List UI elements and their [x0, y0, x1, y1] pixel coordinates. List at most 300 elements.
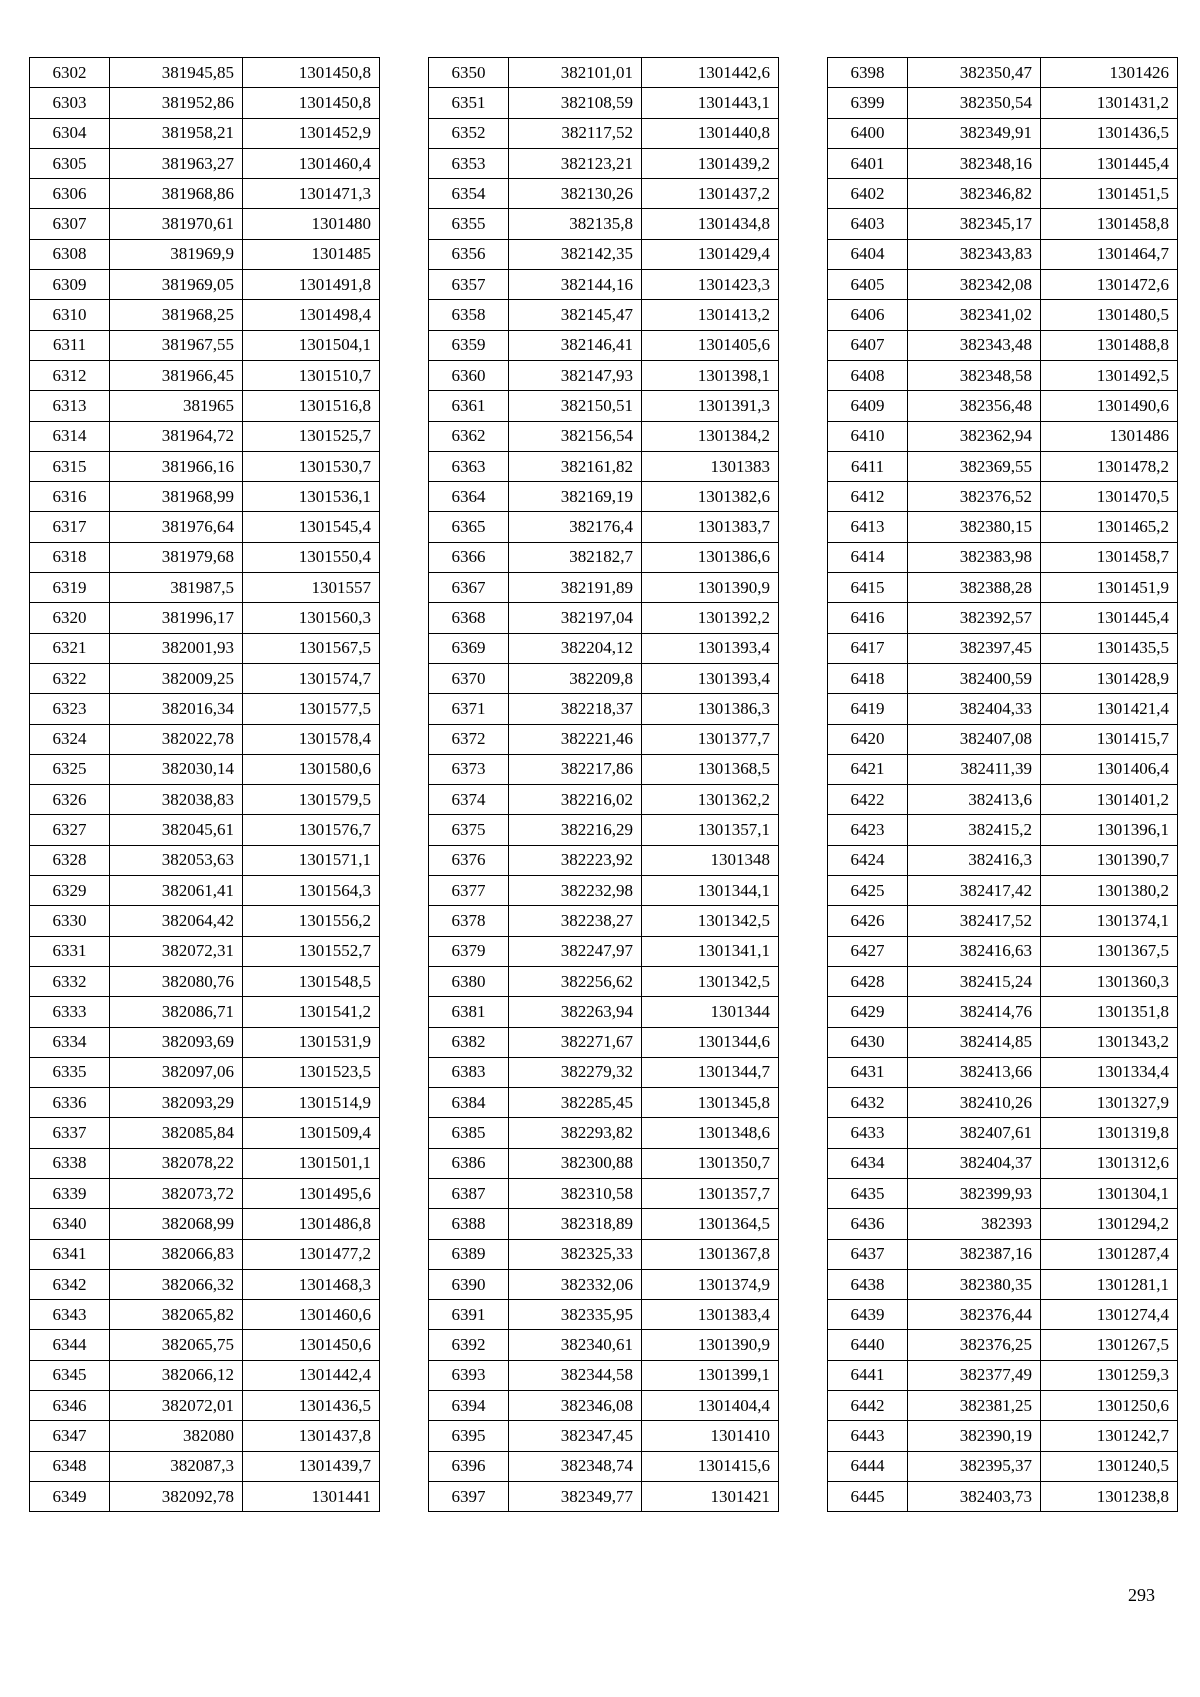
- y-coordinate-cell: 1301564,3: [243, 876, 380, 906]
- point-number-cell: 6364: [429, 482, 509, 512]
- table-row: [828, 724, 1178, 754]
- point-number-cell: 6443: [828, 1421, 908, 1451]
- point-number-cell: 6366: [429, 542, 509, 572]
- y-coordinate-cell: 1301250,6: [1041, 1391, 1178, 1421]
- x-coordinate-cell: 381965: [110, 391, 243, 421]
- y-coordinate-cell: 1301504,1: [243, 330, 380, 360]
- table-row: [429, 906, 779, 936]
- y-coordinate-cell: 1301440,8: [642, 118, 779, 148]
- y-coordinate-cell: 1301357,1: [642, 815, 779, 845]
- point-number-cell: 6359: [429, 330, 509, 360]
- x-coordinate-cell: 382216,29: [509, 815, 642, 845]
- point-number-cell: 6369: [429, 633, 509, 663]
- x-coordinate-cell: 382407,61: [908, 1118, 1041, 1148]
- point-number-cell: 6303: [30, 88, 110, 118]
- x-coordinate-cell: 382030,14: [110, 754, 243, 784]
- y-coordinate-cell: 1301274,4: [1041, 1300, 1178, 1330]
- x-coordinate-cell: 382349,77: [509, 1481, 642, 1511]
- table-row: [30, 785, 380, 815]
- table-row: [429, 663, 779, 693]
- table-row: [429, 1300, 779, 1330]
- table-row: [30, 300, 380, 330]
- table-row: [429, 876, 779, 906]
- point-number-cell: 6310: [30, 300, 110, 330]
- y-coordinate-cell: 1301437,2: [642, 179, 779, 209]
- y-coordinate-cell: 1301574,7: [243, 663, 380, 693]
- table-row: [30, 966, 380, 996]
- point-number-cell: 6375: [429, 815, 509, 845]
- x-coordinate-cell: 381966,16: [110, 451, 243, 481]
- point-number-cell: 6349: [30, 1481, 110, 1511]
- y-coordinate-cell: 1301460,4: [243, 148, 380, 178]
- point-number-cell: 6402: [828, 179, 908, 209]
- x-coordinate-cell: 382271,67: [509, 1027, 642, 1057]
- y-coordinate-cell: 1301377,7: [642, 724, 779, 754]
- table-row: [30, 179, 380, 209]
- y-coordinate-cell: 1301516,8: [243, 391, 380, 421]
- table-row: [30, 845, 380, 875]
- table-row: [30, 1088, 380, 1118]
- y-coordinate-cell: 1301374,1: [1041, 906, 1178, 936]
- point-number-cell: 6408: [828, 360, 908, 390]
- table-row: [30, 239, 380, 269]
- table-row: [30, 1209, 380, 1239]
- x-coordinate-cell: 381964,72: [110, 421, 243, 451]
- x-coordinate-cell: 382416,63: [908, 936, 1041, 966]
- table-row: [429, 421, 779, 451]
- table-row: [30, 1178, 380, 1208]
- y-coordinate-cell: 1301579,5: [243, 785, 380, 815]
- table-row: [429, 785, 779, 815]
- y-coordinate-cell: 1301437,8: [243, 1421, 380, 1451]
- table-row: [30, 1239, 380, 1269]
- table-row: [429, 997, 779, 1027]
- y-coordinate-cell: 1301450,8: [243, 58, 380, 88]
- y-coordinate-cell: 1301531,9: [243, 1027, 380, 1057]
- table-row: [429, 1118, 779, 1148]
- y-coordinate-cell: 1301242,7: [1041, 1421, 1178, 1451]
- x-coordinate-cell: 382310,58: [509, 1178, 642, 1208]
- point-number-cell: 6320: [30, 603, 110, 633]
- point-number-cell: 6312: [30, 360, 110, 390]
- point-number-cell: 6337: [30, 1118, 110, 1148]
- point-number-cell: 6350: [429, 58, 509, 88]
- y-coordinate-cell: 1301344,7: [642, 1057, 779, 1087]
- point-number-cell: 6383: [429, 1057, 509, 1087]
- point-number-cell: 6351: [429, 88, 509, 118]
- point-number-cell: 6306: [30, 179, 110, 209]
- x-coordinate-cell: 382169,19: [509, 482, 642, 512]
- x-coordinate-cell: 382347,45: [509, 1421, 642, 1451]
- table-row: [828, 633, 1178, 663]
- point-number-cell: 6437: [828, 1239, 908, 1269]
- point-number-cell: 6345: [30, 1360, 110, 1390]
- table-row: [828, 1088, 1178, 1118]
- x-coordinate-cell: 382135,8: [509, 209, 642, 239]
- x-coordinate-cell: 382414,85: [908, 1027, 1041, 1057]
- y-coordinate-cell: 1301471,3: [243, 179, 380, 209]
- point-number-cell: 6368: [429, 603, 509, 633]
- y-coordinate-cell: 1301567,5: [243, 633, 380, 663]
- x-coordinate-cell: 382065,75: [110, 1330, 243, 1360]
- x-coordinate-cell: 382417,52: [908, 906, 1041, 936]
- y-coordinate-cell: 1301386,6: [642, 542, 779, 572]
- y-coordinate-cell: 1301348,6: [642, 1118, 779, 1148]
- y-coordinate-cell: 1301383,7: [642, 512, 779, 542]
- y-coordinate-cell: 1301536,1: [243, 482, 380, 512]
- x-coordinate-cell: 382078,22: [110, 1148, 243, 1178]
- y-coordinate-cell: 1301392,2: [642, 603, 779, 633]
- table-row: [828, 906, 1178, 936]
- y-coordinate-cell: 1301460,6: [243, 1300, 380, 1330]
- y-coordinate-cell: 1301560,3: [243, 603, 380, 633]
- x-coordinate-cell: 382156,54: [509, 421, 642, 451]
- x-coordinate-cell: 382066,32: [110, 1269, 243, 1299]
- y-coordinate-cell: 1301401,2: [1041, 785, 1178, 815]
- y-coordinate-cell: 1301557: [243, 573, 380, 603]
- table-row: [429, 1088, 779, 1118]
- y-coordinate-cell: 1301367,5: [1041, 936, 1178, 966]
- x-coordinate-cell: 382232,98: [509, 876, 642, 906]
- table-row: [429, 936, 779, 966]
- table-row: [828, 270, 1178, 300]
- x-coordinate-cell: 382346,08: [509, 1391, 642, 1421]
- table-row: [30, 1481, 380, 1511]
- x-coordinate-cell: 382053,63: [110, 845, 243, 875]
- y-coordinate-cell: 1301477,2: [243, 1239, 380, 1269]
- y-coordinate-cell: 1301342,5: [642, 966, 779, 996]
- point-number-cell: 6322: [30, 663, 110, 693]
- x-coordinate-cell: 382417,42: [908, 876, 1041, 906]
- table-row: [429, 573, 779, 603]
- table-row: [429, 239, 779, 269]
- point-number-cell: 6438: [828, 1269, 908, 1299]
- y-coordinate-cell: 1301439,7: [243, 1451, 380, 1481]
- y-coordinate-cell: 1301576,7: [243, 815, 380, 845]
- point-number-cell: 6384: [429, 1088, 509, 1118]
- x-coordinate-cell: 382414,76: [908, 997, 1041, 1027]
- x-coordinate-cell: 382080: [110, 1421, 243, 1451]
- y-coordinate-cell: 1301415,6: [642, 1451, 779, 1481]
- x-coordinate-cell: 382344,58: [509, 1360, 642, 1390]
- x-coordinate-cell: 382145,47: [509, 300, 642, 330]
- table-row: [828, 573, 1178, 603]
- point-number-cell: 6415: [828, 573, 908, 603]
- x-coordinate-cell: 382416,3: [908, 845, 1041, 875]
- point-number-cell: 6386: [429, 1148, 509, 1178]
- table-row: [828, 451, 1178, 481]
- x-coordinate-cell: 382108,59: [509, 88, 642, 118]
- table-row: [828, 542, 1178, 572]
- table-row: [429, 694, 779, 724]
- table-row: [828, 58, 1178, 88]
- x-coordinate-cell: 381945,85: [110, 58, 243, 88]
- x-coordinate-cell: 382093,69: [110, 1027, 243, 1057]
- point-number-cell: 6434: [828, 1148, 908, 1178]
- table-row: [30, 270, 380, 300]
- x-coordinate-cell: 382209,8: [509, 663, 642, 693]
- point-number-cell: 6410: [828, 421, 908, 451]
- y-coordinate-cell: 1301383,4: [642, 1300, 779, 1330]
- y-coordinate-cell: 1301488,8: [1041, 330, 1178, 360]
- x-coordinate-cell: 382400,59: [908, 663, 1041, 693]
- x-coordinate-cell: 382413,6: [908, 785, 1041, 815]
- table-row: [429, 1451, 779, 1481]
- table-row: [30, 633, 380, 663]
- table-row: [828, 1421, 1178, 1451]
- x-coordinate-cell: 381963,27: [110, 148, 243, 178]
- y-coordinate-cell: 1301548,5: [243, 966, 380, 996]
- table-row: [828, 936, 1178, 966]
- x-coordinate-cell: 382146,41: [509, 330, 642, 360]
- point-number-cell: 6428: [828, 966, 908, 996]
- y-coordinate-cell: 1301510,7: [243, 360, 380, 390]
- x-coordinate-cell: 381969,05: [110, 270, 243, 300]
- x-coordinate-cell: 382065,82: [110, 1300, 243, 1330]
- point-number-cell: 6332: [30, 966, 110, 996]
- y-coordinate-cell: 1301240,5: [1041, 1451, 1178, 1481]
- y-coordinate-cell: 1301514,9: [243, 1088, 380, 1118]
- point-number-cell: 6336: [30, 1088, 110, 1118]
- y-coordinate-cell: 1301556,2: [243, 906, 380, 936]
- point-number-cell: 6309: [30, 270, 110, 300]
- table-row: [30, 1300, 380, 1330]
- x-coordinate-cell: 382072,01: [110, 1391, 243, 1421]
- y-coordinate-cell: 1301364,5: [642, 1209, 779, 1239]
- table-row: [828, 1057, 1178, 1087]
- table-row: [828, 360, 1178, 390]
- point-number-cell: 6307: [30, 209, 110, 239]
- y-coordinate-cell: 1301259,3: [1041, 1360, 1178, 1390]
- y-coordinate-cell: 1301480: [243, 209, 380, 239]
- x-coordinate-cell: 382340,61: [509, 1330, 642, 1360]
- point-number-cell: 6318: [30, 542, 110, 572]
- point-number-cell: 6406: [828, 300, 908, 330]
- x-coordinate-cell: 382093,29: [110, 1088, 243, 1118]
- x-coordinate-cell: 382217,86: [509, 754, 642, 784]
- point-number-cell: 6407: [828, 330, 908, 360]
- table-row: [828, 1269, 1178, 1299]
- point-number-cell: 6325: [30, 754, 110, 784]
- x-coordinate-cell: 382369,55: [908, 451, 1041, 481]
- table-row: [30, 663, 380, 693]
- x-coordinate-cell: 382045,61: [110, 815, 243, 845]
- y-coordinate-cell: 1301391,3: [642, 391, 779, 421]
- x-coordinate-cell: 382247,97: [509, 936, 642, 966]
- y-coordinate-cell: 1301580,6: [243, 754, 380, 784]
- point-number-cell: 6441: [828, 1360, 908, 1390]
- x-coordinate-cell: 382293,82: [509, 1118, 642, 1148]
- table-row: [30, 1421, 380, 1451]
- table-row: [828, 179, 1178, 209]
- table-row: [30, 118, 380, 148]
- x-coordinate-cell: 382066,12: [110, 1360, 243, 1390]
- point-number-cell: 6356: [429, 239, 509, 269]
- y-coordinate-cell: 1301396,1: [1041, 815, 1178, 845]
- x-coordinate-cell: 382380,15: [908, 512, 1041, 542]
- table-row: [30, 906, 380, 936]
- table-row: [30, 512, 380, 542]
- table-row: [30, 482, 380, 512]
- table-row: [30, 573, 380, 603]
- x-coordinate-cell: 382097,06: [110, 1057, 243, 1087]
- table-row: [429, 391, 779, 421]
- x-coordinate-cell: 382403,73: [908, 1481, 1041, 1511]
- point-number-cell: 6431: [828, 1057, 908, 1087]
- point-number-cell: 6321: [30, 633, 110, 663]
- y-coordinate-cell: 1301368,5: [642, 754, 779, 784]
- y-coordinate-cell: 1301550,4: [243, 542, 380, 572]
- x-coordinate-cell: 381969,9: [110, 239, 243, 269]
- y-coordinate-cell: 1301267,5: [1041, 1330, 1178, 1360]
- table-row: [429, 300, 779, 330]
- x-coordinate-cell: 382204,12: [509, 633, 642, 663]
- point-number-cell: 6445: [828, 1481, 908, 1511]
- x-coordinate-cell: 382335,95: [509, 1300, 642, 1330]
- x-coordinate-cell: 382150,51: [509, 391, 642, 421]
- point-number-cell: 6363: [429, 451, 509, 481]
- x-coordinate-cell: 381976,64: [110, 512, 243, 542]
- table-row: [429, 1330, 779, 1360]
- table-row: [828, 663, 1178, 693]
- x-coordinate-cell: 382356,48: [908, 391, 1041, 421]
- table-row: [828, 1451, 1178, 1481]
- x-coordinate-cell: 382362,94: [908, 421, 1041, 451]
- x-coordinate-cell: 382117,52: [509, 118, 642, 148]
- x-coordinate-cell: 382022,78: [110, 724, 243, 754]
- table-row: [429, 118, 779, 148]
- table-row: [30, 421, 380, 451]
- point-number-cell: 6433: [828, 1118, 908, 1148]
- table-row: [828, 1481, 1178, 1511]
- table-row: [429, 1269, 779, 1299]
- x-coordinate-cell: 382144,16: [509, 270, 642, 300]
- x-coordinate-cell: 382343,83: [908, 239, 1041, 269]
- point-number-cell: 6389: [429, 1239, 509, 1269]
- y-coordinate-cell: 1301287,4: [1041, 1239, 1178, 1269]
- table-row: [429, 542, 779, 572]
- table-row: [429, 633, 779, 663]
- x-coordinate-cell: 382197,04: [509, 603, 642, 633]
- point-number-cell: 6378: [429, 906, 509, 936]
- y-coordinate-cell: 1301465,2: [1041, 512, 1178, 542]
- table-row: [30, 724, 380, 754]
- y-coordinate-cell: 1301486,8: [243, 1209, 380, 1239]
- table-row: [429, 88, 779, 118]
- point-number-cell: 6424: [828, 845, 908, 875]
- point-number-cell: 6347: [30, 1421, 110, 1451]
- x-coordinate-cell: 382068,99: [110, 1209, 243, 1239]
- point-number-cell: 6414: [828, 542, 908, 572]
- x-coordinate-cell: 382348,58: [908, 360, 1041, 390]
- y-coordinate-cell: 1301428,9: [1041, 663, 1178, 693]
- y-coordinate-cell: 1301541,2: [243, 997, 380, 1027]
- table-row: [828, 330, 1178, 360]
- point-number-cell: 6398: [828, 58, 908, 88]
- y-coordinate-cell: 1301386,3: [642, 694, 779, 724]
- table-row: [429, 724, 779, 754]
- table-row: [828, 512, 1178, 542]
- table-row: [429, 1481, 779, 1511]
- point-number-cell: 6427: [828, 936, 908, 966]
- x-coordinate-cell: 382300,88: [509, 1148, 642, 1178]
- table-row: [828, 1027, 1178, 1057]
- x-coordinate-cell: 382142,35: [509, 239, 642, 269]
- point-number-cell: 6358: [429, 300, 509, 330]
- point-number-cell: 6400: [828, 118, 908, 148]
- x-coordinate-cell: 382123,21: [509, 148, 642, 178]
- point-number-cell: 6391: [429, 1300, 509, 1330]
- table-row: [828, 785, 1178, 815]
- table-row: [828, 300, 1178, 330]
- table-row: [828, 148, 1178, 178]
- y-coordinate-cell: 1301405,6: [642, 330, 779, 360]
- point-number-cell: 6421: [828, 754, 908, 784]
- x-coordinate-cell: 382130,26: [509, 179, 642, 209]
- point-number-cell: 6377: [429, 876, 509, 906]
- table-row: [30, 1027, 380, 1057]
- y-coordinate-cell: 1301344: [642, 997, 779, 1027]
- table-row: [30, 1330, 380, 1360]
- table-row: [429, 815, 779, 845]
- y-coordinate-cell: 1301439,2: [642, 148, 779, 178]
- table-row: [828, 997, 1178, 1027]
- x-coordinate-cell: 382221,46: [509, 724, 642, 754]
- table-row: [429, 1027, 779, 1057]
- y-coordinate-cell: 1301523,5: [243, 1057, 380, 1087]
- y-coordinate-cell: 1301390,9: [642, 1330, 779, 1360]
- point-number-cell: 6348: [30, 1451, 110, 1481]
- point-number-cell: 6418: [828, 663, 908, 693]
- table-row: [828, 1330, 1178, 1360]
- x-coordinate-cell: 382345,17: [908, 209, 1041, 239]
- y-coordinate-cell: 1301304,1: [1041, 1178, 1178, 1208]
- point-number-cell: 6393: [429, 1360, 509, 1390]
- table-row: [30, 1057, 380, 1087]
- table-row: [828, 1391, 1178, 1421]
- point-number-cell: 6419: [828, 694, 908, 724]
- table-row: [429, 179, 779, 209]
- x-coordinate-cell: 382381,25: [908, 1391, 1041, 1421]
- table-row: [828, 88, 1178, 118]
- point-number-cell: 6430: [828, 1027, 908, 1057]
- table-row: [429, 754, 779, 784]
- y-coordinate-cell: 1301458,8: [1041, 209, 1178, 239]
- x-coordinate-cell: 382411,39: [908, 754, 1041, 784]
- table-row: [828, 391, 1178, 421]
- y-coordinate-cell: 1301319,8: [1041, 1118, 1178, 1148]
- x-coordinate-cell: 382016,34: [110, 694, 243, 724]
- table-row: [30, 391, 380, 421]
- table-row: [30, 1391, 380, 1421]
- table-row: [828, 876, 1178, 906]
- table-row: [30, 1451, 380, 1481]
- x-coordinate-cell: 382410,26: [908, 1088, 1041, 1118]
- table-row: [828, 1118, 1178, 1148]
- table-row: [429, 270, 779, 300]
- y-coordinate-cell: 1301431,2: [1041, 88, 1178, 118]
- x-coordinate-cell: 381967,55: [110, 330, 243, 360]
- table-row: [828, 815, 1178, 845]
- y-coordinate-cell: 1301478,2: [1041, 451, 1178, 481]
- x-coordinate-cell: 382404,37: [908, 1148, 1041, 1178]
- x-coordinate-cell: 382038,83: [110, 785, 243, 815]
- table-row: [429, 148, 779, 178]
- table-row: [828, 694, 1178, 724]
- x-coordinate-cell: 381979,68: [110, 542, 243, 572]
- y-coordinate-cell: 1301413,2: [642, 300, 779, 330]
- point-number-cell: 6403: [828, 209, 908, 239]
